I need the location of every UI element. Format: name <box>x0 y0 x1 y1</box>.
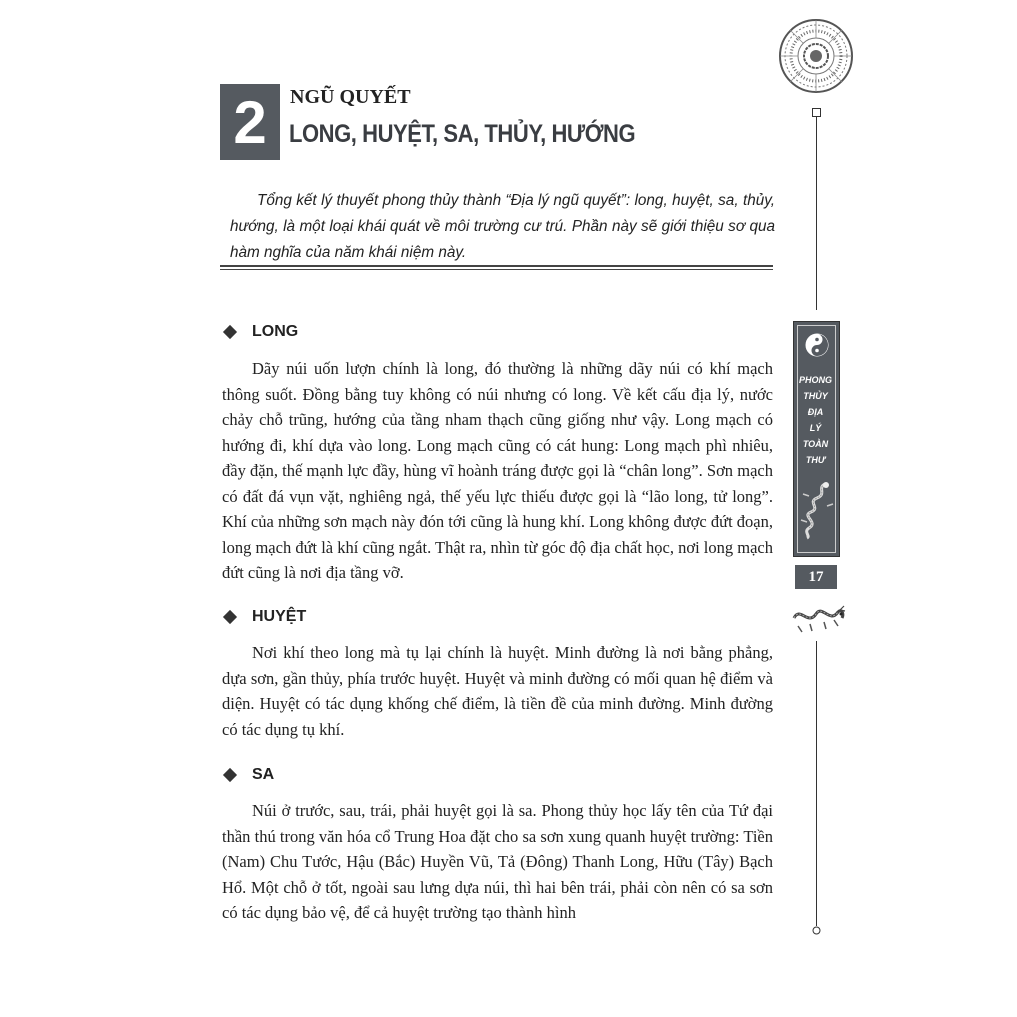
book-title-line: TOÀN <box>802 439 829 449</box>
section-heading-long <box>222 323 298 341</box>
vertical-line-top <box>816 117 817 310</box>
diamond-bullet-icon <box>223 768 237 782</box>
section-body-sa <box>222 798 773 926</box>
intro-paragraph <box>230 188 775 266</box>
dragon-panel-icon <box>797 480 835 540</box>
divider-rule-thick <box>220 265 773 267</box>
book-title-line: ĐỊA <box>807 407 824 417</box>
divider-rule-thin <box>220 269 773 270</box>
yin-yang-icon <box>805 333 829 357</box>
chapter-number: 2 <box>233 88 267 156</box>
section-heading-text: SA <box>252 766 275 783</box>
connector-circle-bottom <box>812 926 821 935</box>
section-heading-text: HUYỆT <box>252 608 307 625</box>
section-body-huyet <box>222 640 773 742</box>
chapter-number-box <box>220 84 280 160</box>
intro-text: Tổng kết lý thuyết phong thủy thành “Địa lý ngũ quyết”: long, huyệt, sa, thủy, hướng, là một loại khái quát về môi trường cư trú. Phần này sẽ giới thiệu sơ qua hàm nghĩa của năm khái niệm này. <box>230 192 775 261</box>
paragraph-text: Dãy núi uốn lượn chính là long, đó thường là những dãy núi có khí mạch thông suốt. Đồng bằng tuy không có núi nhưng có long. Về kết cấu địa lý, nước chảy chỗ trũng, hướng của tầng nham thạch cũng giống như vậy. Long mạch có hướng đi, khí dựa vào long. Long mạch cũng có cát hung: Long mạch phì nhiêu, đầy đặn, thế mạnh lực đầy, hùng vĩ hoành tráng được gọi là “chân long”. Sơn mạch có đất đá vụn vặt, nghiêng ngả, thế yếu lực thiếu được gọi là “lão long, tử long”. Khí của những sơn mạch này đón tới cũng là hung khí. Long không được đứt đoạn, long mạch đứt là khí cũng ngắt. Thật ra, nhìn từ góc độ địa chất học, nơi long mạch đứt cũng là nơi địa tầng vỡ. <box>222 359 773 582</box>
section-heading-text: LONG <box>252 323 299 340</box>
chapter-title: LONG, HUYỆT, SA, THỦY, HƯỚNG <box>289 120 636 148</box>
section-heading-sa <box>222 766 274 784</box>
bagua-seal-icon <box>778 18 854 94</box>
book-title-line: PHONG <box>798 375 832 385</box>
section-heading-huyet <box>222 608 306 626</box>
section-body-long <box>222 356 773 586</box>
diamond-bullet-icon <box>223 610 237 624</box>
dragon-ornament-icon <box>790 598 846 638</box>
paragraph-text: Núi ở trước, sau, trái, phải huyệt gọi là sa. Phong thủy học lấy tên của Tứ đại thần thú trong văn hóa cổ Trung Hoa đặt cho sa sơn xung quanh huyệt trường: Tiền (Nam) Chu Tước, Hậu (Bắc) Huyền Vũ, Tả (Đông) Thanh Long, Hữu (Tây) Bạch Hổ. Một chỗ ở tốt, ngoài sau lưng dựa núi, thì hai bên trái, phải còn nên có sa sơn có tác dụng bảo vệ, để cả huyệt trường tạo thành hình <box>222 801 773 922</box>
connector-square-top <box>812 108 821 117</box>
book-title-line: THỦY <box>803 391 828 401</box>
book-title-line: LÝ <box>809 423 822 433</box>
book-title-line: THƯ <box>805 455 826 465</box>
vertical-line-bottom <box>816 641 817 926</box>
diamond-bullet-icon <box>223 325 237 339</box>
chapter-label: NGŨ QUYẾT <box>290 86 411 108</box>
page-number: 17 <box>795 565 837 589</box>
book-title-vertical <box>793 372 838 468</box>
paragraph-text: Nơi khí theo long mà tụ lại chính là huyệt. Minh đường là nơi bằng phẳng, dựa sơn, gần thủy, phía trước huyệt. Huyệt và minh đường có mối quan hệ điểm và diện. Huyệt có tác dụng khống chế điểm, là tiền đề của minh đường. Minh đường có tác dụng tụ khí. <box>222 643 773 739</box>
